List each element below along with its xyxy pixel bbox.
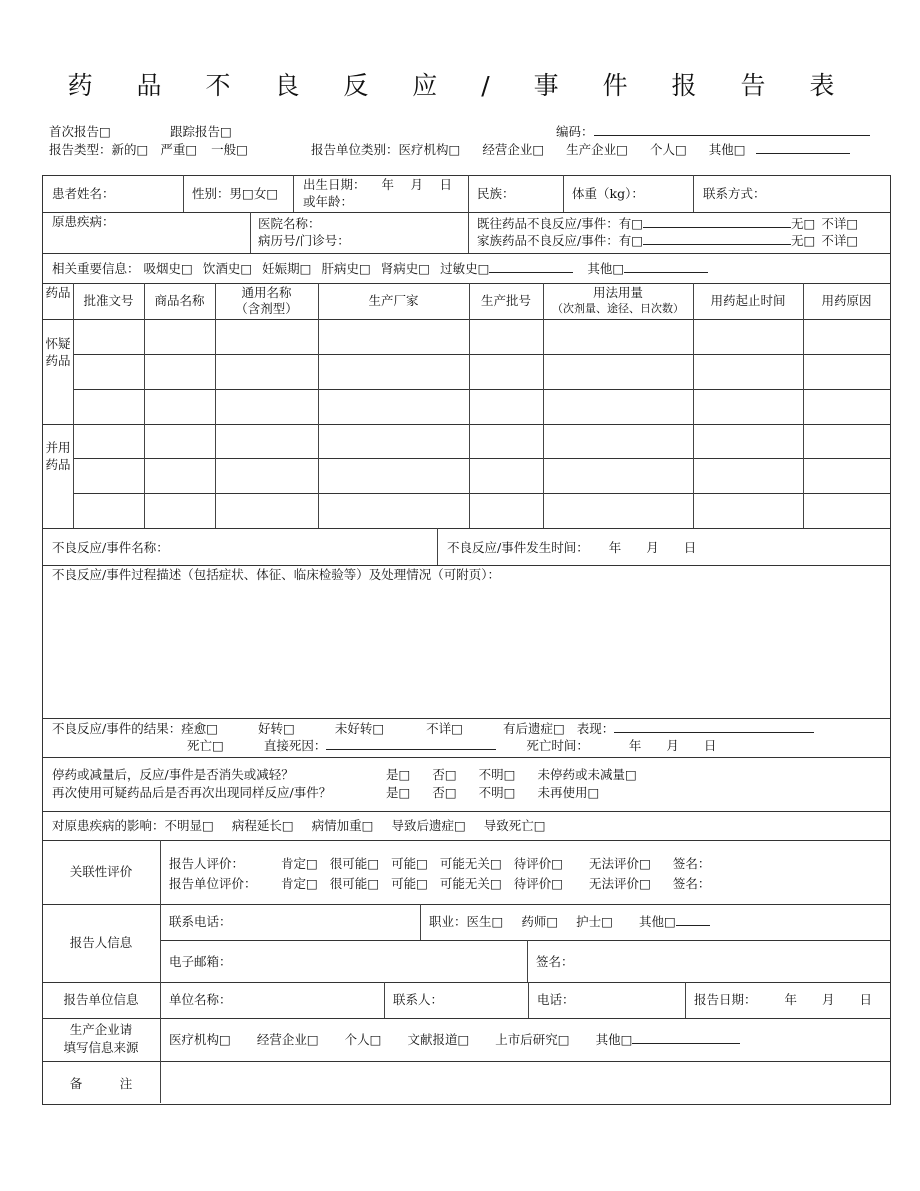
impact-label: 对原患疾病的影响：	[52, 818, 165, 833]
checkbox-icon[interactable]	[372, 721, 384, 736]
impact-aggravated: 病情加重	[311, 818, 362, 833]
followup-report-option[interactable]	[170, 124, 232, 140]
dechallenge-unclear: 不明	[478, 767, 504, 782]
unit-type-group	[311, 142, 850, 158]
dechallenge-no: 否	[432, 767, 445, 782]
report-type-new: 新的	[111, 142, 137, 157]
liver-disease-history: 肝病史	[321, 261, 359, 276]
checkbox-icon[interactable]	[587, 785, 599, 800]
rechallenge-not-reused: 未再使用	[537, 785, 588, 800]
checkbox-icon[interactable]	[220, 124, 232, 139]
col-header-drug: 药品	[45, 285, 71, 300]
outcome-not-improved: 未好转	[334, 721, 373, 736]
eval-unassessable: 无法评价	[589, 856, 640, 871]
gender-male-label: 性别：男	[192, 186, 243, 201]
past-adr-field	[477, 216, 858, 232]
job-other-line[interactable]	[676, 914, 710, 926]
source-other: 其他	[595, 1032, 621, 1047]
col-header-usage: 用法用量	[592, 285, 643, 300]
reporter-evaluation-sign[interactable]: 签名：	[672, 856, 711, 871]
checkbox-icon[interactable]	[490, 876, 502, 891]
unit-type-label: 报告单位类别：	[311, 142, 399, 157]
adr-time-value: 年 月 日	[608, 540, 697, 555]
source-distributor: 经营企业	[256, 1032, 307, 1047]
dechallenge-question: 停药或减量后，反应/事件是否消失或减轻？	[52, 767, 294, 782]
eval-possible: 可能	[391, 876, 417, 891]
eval-pending: 待评价	[513, 856, 552, 871]
kidney-disease-history: 肾病史	[380, 261, 419, 276]
checkbox-icon[interactable]	[219, 1032, 231, 1047]
birth-date-label: 出生日期：	[303, 177, 366, 192]
manifestation-line[interactable]	[614, 721, 814, 733]
past-adr-label: 既往药品不良反应/事件：有	[477, 216, 632, 231]
job-nurse: 护士	[576, 914, 602, 929]
reporter-sign-field[interactable]: 签名：	[536, 954, 574, 969]
patient-name-field[interactable]: 患者姓名：	[52, 186, 115, 201]
job-other: 其他	[638, 914, 664, 929]
col-header-trade-name: 商品名称	[154, 293, 205, 308]
code-input-line[interactable]	[594, 124, 870, 136]
checkbox-icon[interactable]	[283, 721, 295, 736]
family-adr-none: 无	[791, 233, 804, 248]
reporter-info-label: 报告人信息	[69, 935, 133, 950]
eval-pending: 待评价	[513, 876, 552, 891]
rechallenge-no: 否	[432, 785, 445, 800]
checkbox-icon[interactable]	[418, 261, 430, 276]
family-adr-unknown: 不详	[821, 233, 847, 248]
checkbox-icon[interactable]	[625, 767, 637, 782]
checkbox-icon[interactable]	[99, 124, 111, 139]
checkbox-icon[interactable]	[185, 142, 197, 157]
suspected-drugs-label: 怀疑药品	[45, 336, 71, 368]
report-date-value: 年 月 日	[784, 992, 873, 1007]
gender-field	[192, 186, 278, 202]
eval-unlikely: 可能无关	[439, 856, 490, 871]
adr-description-field[interactable]: 不良反应/事件过程描述（包括症状、体征、临床检验等）及处理情况（可附页）：	[52, 567, 500, 582]
checkbox-icon[interactable]	[504, 767, 516, 782]
remarks-field[interactable]	[161, 1062, 889, 1102]
checkbox-icon[interactable]	[282, 818, 294, 833]
outcome-improved: 好转	[258, 721, 284, 736]
unit-info-label: 报告单位信息	[63, 992, 139, 1007]
checkbox-icon[interactable]	[206, 721, 218, 736]
adr-time-label: 不良反应/事件发生时间：	[447, 540, 589, 555]
source-literature: 文献报道	[407, 1032, 458, 1047]
other-history-line[interactable]	[624, 261, 708, 273]
reporter-phone-field[interactable]: 联系电话：	[169, 914, 232, 929]
source-individual: 个人	[344, 1032, 370, 1047]
source-post-marketing: 上市后研究	[495, 1032, 558, 1047]
adr-time-field[interactable]	[447, 540, 696, 556]
checkbox-icon[interactable]	[236, 142, 248, 157]
code-label: 编码：	[556, 124, 594, 139]
job-doctor: 职业：医生	[429, 914, 492, 929]
rechallenge-unclear: 不明	[478, 785, 504, 800]
first-report-option[interactable]	[49, 124, 111, 140]
eval-probable: 很可能	[329, 856, 368, 871]
checkbox-icon[interactable]	[307, 1032, 319, 1047]
page-title: 药 品 不 良 反 应 / 事 件 报 告 表	[67, 71, 853, 100]
contact-field[interactable]: 联系方式：	[703, 186, 766, 201]
checkbox-icon[interactable]	[675, 142, 687, 157]
impact-row	[52, 818, 546, 834]
job-pharmacist: 药师	[521, 914, 547, 929]
report-date-label: 报告日期：	[694, 992, 757, 1007]
checkbox-icon[interactable]	[616, 142, 628, 157]
checkbox-icon[interactable]	[621, 1032, 633, 1047]
report-type-label: 报告类型：	[49, 142, 112, 157]
checkbox-icon[interactable]	[601, 914, 613, 929]
eval-certain: 肯定	[280, 876, 306, 891]
checkbox-icon[interactable]	[306, 876, 318, 891]
checkbox-icon[interactable]	[445, 785, 457, 800]
unit-type-other-line[interactable]	[756, 142, 850, 154]
checkbox-icon[interactable]	[416, 876, 428, 891]
dechallenge-options	[386, 767, 637, 783]
checkbox-icon[interactable]	[612, 261, 624, 276]
checkbox-icon[interactable]	[639, 876, 651, 891]
checkbox-icon[interactable]	[553, 721, 565, 736]
checkbox-icon[interactable]	[370, 1032, 382, 1047]
unit-type-manufacturer: 生产企业	[566, 142, 617, 157]
col-header-batch-no: 生产批号	[480, 293, 531, 308]
checkbox-icon[interactable]	[546, 914, 558, 929]
checkbox-icon[interactable]	[734, 142, 746, 157]
unit-evaluation-label: 报告单位评价：	[169, 876, 257, 891]
checkbox-icon[interactable]	[534, 818, 546, 833]
checkbox-icon[interactable]	[492, 914, 504, 929]
eval-unlikely: 可能无关	[439, 876, 490, 891]
manifestation-label: 表现：	[576, 721, 615, 736]
outcome-sequelae: 有后遗症	[502, 721, 553, 736]
checkbox-icon[interactable]	[416, 856, 428, 871]
first-report-label: 首次报告	[49, 124, 100, 139]
source-other-line[interactable]	[632, 1032, 740, 1044]
pregnancy: 妊娠期	[262, 261, 300, 276]
death-time-label: 死亡时间：	[526, 738, 589, 753]
checkbox-icon[interactable]	[359, 261, 371, 276]
code-field[interactable]	[556, 124, 870, 140]
remarks-label: 备 注	[69, 1076, 133, 1091]
checkbox-icon[interactable]	[367, 856, 379, 871]
report-type-serious: 严重	[160, 142, 186, 157]
birth-date-value: 年 月 日	[381, 177, 452, 192]
unit-type-individual: 个人	[649, 142, 675, 157]
checkbox-icon[interactable]	[242, 186, 254, 201]
outcome-unknown: 不详	[426, 721, 452, 736]
adr-name-field[interactable]: 不良反应/事件名称：	[52, 540, 169, 555]
eval-possible: 可能	[391, 856, 417, 871]
unit-evaluation-row	[169, 876, 710, 892]
checkbox-icon[interactable]	[551, 876, 563, 891]
rechallenge-options	[386, 785, 599, 801]
eval-certain: 肯定	[280, 856, 306, 871]
source-medical: 医疗机构	[169, 1032, 220, 1047]
impact-not-obvious: 不明显	[164, 818, 203, 833]
outcome-row-2	[187, 738, 716, 754]
unit-phone-field[interactable]: 电话：	[537, 992, 575, 1007]
checkbox-icon[interactable]	[478, 261, 490, 276]
source-label-line2: 填写信息来源	[63, 1040, 139, 1055]
col-header-generic-name: 通用名称	[241, 285, 292, 300]
ethnicity-field[interactable]: 民族：	[477, 186, 515, 201]
checkbox-icon[interactable]	[451, 721, 463, 736]
reporter-evaluation-label: 报告人评价：	[169, 856, 245, 871]
checkbox-icon[interactable]	[137, 142, 149, 157]
rechallenge-question: 再次使用可疑药品后是否再次出现同样反应/事件？	[52, 785, 332, 800]
unit-evaluation-sign[interactable]: 签名：	[672, 876, 711, 891]
medical-record-field[interactable]: 病历号/门诊号：	[258, 233, 350, 248]
family-adr-field	[477, 233, 858, 249]
checkbox-icon[interactable]	[202, 818, 214, 833]
col-header-manufacturer: 生产厂家	[368, 293, 419, 308]
col-header-usage-detail: （次剂量、途径、日次数）	[552, 302, 684, 315]
age-field[interactable]: 或年龄：	[303, 194, 354, 209]
death-cause-line[interactable]	[326, 738, 496, 750]
col-header-reason: 用药原因	[821, 293, 872, 308]
checkbox-icon[interactable]	[445, 767, 457, 782]
unit-type-medical: 医疗机构	[398, 142, 449, 157]
outcome-row-1	[52, 721, 814, 737]
rechallenge-yes: 是	[386, 785, 399, 800]
reporter-email-field[interactable]: 电子邮箱：	[169, 954, 232, 969]
report-type-general: 一般	[211, 142, 237, 157]
unit-type-distributor: 经营企业	[482, 142, 533, 157]
unit-type-other: 其他	[708, 142, 734, 157]
checkbox-icon[interactable]	[181, 261, 193, 276]
report-date-field[interactable]	[694, 992, 872, 1008]
other-history: 其他	[587, 261, 613, 276]
checkbox-icon[interactable]	[504, 785, 516, 800]
weight-field[interactable]: 体重（kg）：	[572, 186, 644, 201]
allergy-line[interactable]	[489, 261, 573, 273]
related-info-row	[52, 261, 708, 277]
drinking-history: 饮酒史	[202, 261, 241, 276]
source-options	[169, 1032, 740, 1048]
reporter-evaluation-row	[169, 856, 710, 872]
past-adr-unknown: 不详	[821, 216, 847, 231]
checkbox-icon[interactable]	[490, 856, 502, 871]
outcome-label: 不良反应/事件的结果：	[52, 721, 182, 736]
followup-report-label: 跟踪报告	[170, 124, 221, 139]
gender-female-label: 女	[253, 186, 267, 201]
death-cause-label: 直接死因：	[263, 738, 327, 753]
past-adr-line[interactable]	[643, 216, 791, 228]
checkbox-icon[interactable]	[631, 216, 643, 231]
checkbox-icon[interactable]	[362, 818, 374, 833]
checkbox-icon[interactable]	[266, 186, 278, 201]
death-time-value: 年 月 日	[628, 738, 717, 753]
checkbox-icon[interactable]	[300, 261, 312, 276]
col-header-dosage-form: （含剂型）	[235, 301, 298, 316]
eval-unassessable: 无法评价	[589, 876, 640, 891]
smoking-history: 吸烟史	[143, 261, 182, 276]
source-label-line1: 生产企业请	[69, 1022, 133, 1037]
impact-death: 导致死亡	[483, 818, 534, 833]
checkbox-icon[interactable]	[532, 142, 544, 157]
report-type-group	[49, 142, 248, 158]
outcome-death: 死亡	[187, 738, 213, 753]
col-header-approval-no: 批准文号	[83, 293, 134, 308]
family-adr-line[interactable]	[643, 233, 791, 245]
checkbox-icon[interactable]	[367, 876, 379, 891]
hospital-name-field[interactable]: 医院名称：	[258, 216, 321, 231]
checkbox-icon[interactable]	[558, 1032, 570, 1047]
dechallenge-yes: 是	[386, 767, 399, 782]
outcome-cured: 痊愈	[181, 721, 207, 736]
checkbox-icon[interactable]	[454, 818, 466, 833]
concomitant-drugs-label: 并用药品	[45, 440, 71, 472]
evaluation-label: 关联性评价	[69, 864, 133, 879]
checkbox-icon[interactable]	[449, 142, 461, 157]
checkbox-icon[interactable]	[240, 261, 252, 276]
checkbox-icon[interactable]	[846, 216, 858, 231]
checkbox-icon[interactable]	[804, 233, 816, 248]
col-header-period: 用药起止时间	[710, 293, 786, 308]
checkbox-icon[interactable]	[664, 914, 676, 929]
checkbox-icon[interactable]	[457, 1032, 469, 1047]
checkbox-icon[interactable]	[212, 738, 224, 753]
allergy-history: 过敏史	[440, 261, 478, 276]
birth-date-field[interactable]	[303, 177, 452, 193]
checkbox-icon[interactable]	[639, 856, 651, 871]
reporter-job-row	[429, 914, 710, 930]
dechallenge-not-stopped: 未停药或未减量	[537, 767, 625, 782]
checkbox-icon[interactable]	[306, 856, 318, 871]
checkbox-icon[interactable]	[631, 233, 643, 248]
checkbox-icon[interactable]	[804, 216, 816, 231]
impact-prolonged: 病程延长	[231, 818, 282, 833]
unit-contact-field[interactable]: 联系人：	[393, 992, 444, 1007]
unit-name-field[interactable]: 单位名称：	[169, 992, 232, 1007]
past-adr-none: 无	[791, 216, 804, 231]
checkbox-icon[interactable]	[551, 856, 563, 871]
impact-sequelae: 导致后遗症	[391, 818, 454, 833]
checkbox-icon[interactable]	[846, 233, 858, 248]
checkbox-icon[interactable]	[399, 785, 411, 800]
checkbox-icon[interactable]	[399, 767, 411, 782]
original-disease-field[interactable]: 原患疾病：	[52, 214, 115, 229]
eval-probable: 很可能	[329, 876, 368, 891]
family-adr-label: 家族药品不良反应/事件：有	[477, 233, 632, 248]
related-info-label: 相关重要信息：	[52, 261, 140, 276]
